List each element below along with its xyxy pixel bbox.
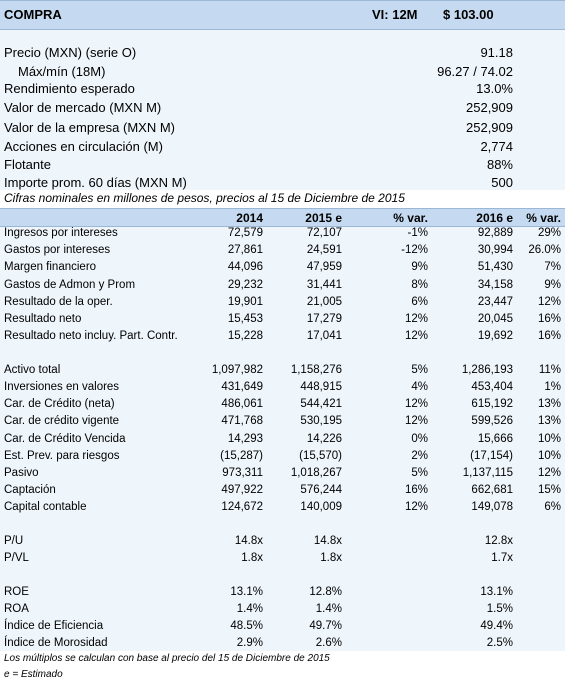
value-2016e: 51,430 xyxy=(477,261,513,273)
summary-label: Valor de la empresa (MXN M) xyxy=(4,120,175,135)
var-2015: 12% xyxy=(404,415,428,427)
value-2014: 1.8x xyxy=(241,552,263,564)
row-label: Margen financiero xyxy=(4,261,97,273)
var-2016: 29% xyxy=(537,227,561,239)
summary-row xyxy=(0,81,565,100)
summary-value: 88% xyxy=(486,157,513,172)
value-2016e: 23,447 xyxy=(477,296,513,308)
row-label: Gastos por intereses xyxy=(4,244,111,256)
value-2015e: 14.8x xyxy=(313,535,342,547)
value-2014: 497,922 xyxy=(221,484,263,496)
table-row xyxy=(0,279,565,296)
row-label: Pasivo xyxy=(4,467,39,479)
value-2016e: 13.1% xyxy=(480,586,513,598)
var-2016: 13% xyxy=(537,398,561,410)
value-2016e: 1,137,115 xyxy=(462,467,513,479)
value-2015e: (15,570) xyxy=(299,450,342,462)
table-row xyxy=(0,296,565,313)
value-2016e: 49.4% xyxy=(480,620,513,632)
summary-row xyxy=(0,157,565,176)
value-2016e: 1.5% xyxy=(486,603,513,615)
row-label: Índice de Eficiencia xyxy=(4,620,104,632)
value-2015e: 1,018,267 xyxy=(290,467,342,479)
summary-row xyxy=(0,100,565,119)
var-2015: 12% xyxy=(404,501,428,513)
financials-table xyxy=(0,227,565,651)
value-2014: 72,579 xyxy=(227,227,263,239)
footnote-estimate: e = Estimado xyxy=(4,669,63,680)
value-2014: 29,232 xyxy=(227,279,263,291)
row-label: P/VL xyxy=(4,552,29,564)
col-header-2014: 2014 xyxy=(236,211,263,225)
value-2014: 15,228 xyxy=(227,330,263,342)
var-2016: 12% xyxy=(537,467,561,479)
var-2015: 12% xyxy=(404,330,428,342)
value-2014: 973,311 xyxy=(222,467,263,479)
summary-row xyxy=(0,120,565,139)
table-row xyxy=(0,450,565,467)
summary-value: 91.18 xyxy=(480,45,513,60)
table-header xyxy=(0,208,565,227)
value-2015e: 530,195 xyxy=(300,415,342,427)
var-2015: 5% xyxy=(411,364,428,376)
row-label: Car. de Crédito (neta) xyxy=(4,398,115,410)
var-2016: 1% xyxy=(544,381,561,393)
value-2014: 14.8x xyxy=(234,535,263,547)
summary-value: 500 xyxy=(491,175,513,190)
var-2016: 13% xyxy=(537,415,561,427)
row-label: Capital contable xyxy=(4,501,87,513)
var-2015: 12% xyxy=(404,398,428,410)
row-label: Inversiones en valores xyxy=(4,381,120,393)
target-price: $ 103.00 xyxy=(443,7,494,22)
table-row xyxy=(0,227,565,244)
value-2014: 15,453 xyxy=(227,313,263,325)
summary-label: Importe prom. 60 días (MXN M) xyxy=(4,175,187,190)
var-2016: 16% xyxy=(537,313,561,325)
value-2015e: 47,959 xyxy=(306,261,342,273)
table-row xyxy=(0,244,565,261)
summary-row xyxy=(0,45,565,64)
var-2016: 11% xyxy=(538,364,561,376)
table-row xyxy=(0,433,565,450)
var-2015: 12% xyxy=(404,313,428,325)
summary-label: Rendimiento esperado xyxy=(4,81,135,96)
value-2015e: 1,158,276 xyxy=(290,364,342,376)
table-row xyxy=(0,415,565,432)
value-2015e: 140,009 xyxy=(300,501,342,513)
table-row xyxy=(0,364,565,381)
value-2015e: 17,279 xyxy=(306,313,342,325)
value-2014: 486,061 xyxy=(221,398,263,410)
table-row xyxy=(0,535,565,552)
value-2015e: 448,915 xyxy=(300,381,342,393)
value-2016e: 34,158 xyxy=(477,279,513,291)
summary-panel xyxy=(0,30,565,190)
value-2014: 48.5% xyxy=(230,620,263,632)
table-row xyxy=(0,467,565,484)
summary-label: Máx/mín (18M) xyxy=(18,64,106,79)
value-2016e: 15,666 xyxy=(477,433,513,445)
row-label: Resultado neto incluy. Part. Contr. xyxy=(4,330,178,342)
var-2016: 15% xyxy=(537,484,561,496)
table-row xyxy=(0,637,565,654)
value-2014: 431,649 xyxy=(221,381,263,393)
var-2015: -1% xyxy=(407,227,428,239)
value-2016e: 615,192 xyxy=(471,398,513,410)
var-2015: 9% xyxy=(411,261,428,273)
value-2014: 471,768 xyxy=(221,415,263,427)
var-2015: 0% xyxy=(411,433,428,445)
summary-value: 252,909 xyxy=(466,120,513,135)
var-2015: 4% xyxy=(411,381,428,393)
var-2015: -12% xyxy=(401,244,428,256)
var-2015: 6% xyxy=(411,296,428,308)
value-2016e: 12.8x xyxy=(484,535,513,547)
table-row xyxy=(0,586,565,603)
header-band xyxy=(0,0,565,30)
value-2015e: 72,107 xyxy=(306,227,342,239)
value-2015e: 31,441 xyxy=(306,279,342,291)
table-row xyxy=(0,484,565,501)
value-2014: 2.9% xyxy=(236,637,263,649)
value-2014: 13.1% xyxy=(230,586,263,598)
var-2016: 10% xyxy=(537,450,561,462)
row-label: P/U xyxy=(4,535,24,547)
table-row xyxy=(0,261,565,278)
summary-value: 13.0% xyxy=(476,81,513,96)
summary-label: Acciones en circulación (M) xyxy=(4,139,163,154)
row-label: Car. de Crédito Vencida xyxy=(4,433,126,445)
row-label: Resultado de la oper. xyxy=(4,296,113,308)
row-label: ROE xyxy=(4,586,29,598)
row-label: Índice de Morosidad xyxy=(4,637,108,649)
value-2014: 124,672 xyxy=(221,501,263,513)
row-label: Gastos de Admon y Prom xyxy=(4,279,136,291)
value-2015e: 24,591 xyxy=(306,244,342,256)
summary-label: Valor de mercado (MXN M) xyxy=(4,100,162,115)
summary-label: Precio (MXN) (serie O) xyxy=(4,45,137,60)
var-2015: 8% xyxy=(411,279,428,291)
value-2016e: 20,045 xyxy=(477,313,513,325)
table-row xyxy=(0,501,565,518)
var-2016: 10% xyxy=(537,433,561,445)
value-2016e: 599,526 xyxy=(471,415,513,427)
value-2015e: 1.8x xyxy=(320,552,342,564)
value-2014: 27,861 xyxy=(227,244,263,256)
var-2016: 7% xyxy=(544,261,561,273)
var-2016: 9% xyxy=(544,279,561,291)
table-row xyxy=(0,398,565,415)
value-2014: 44,096 xyxy=(227,261,263,273)
footnote-multiples: Los múltiplos se calculan con base al precio del 15 de Diciembre de 2015 xyxy=(4,653,330,664)
value-2015e: 17,041 xyxy=(306,330,342,342)
value-2016e: 19,692 xyxy=(477,330,513,342)
var-2016: 26.0% xyxy=(528,244,561,256)
row-label: Resultado neto xyxy=(4,313,82,325)
summary-value: 2,774 xyxy=(480,139,513,154)
value-2015e: 576,244 xyxy=(300,484,342,496)
value-2016e: 1,286,193 xyxy=(461,364,513,376)
row-label: Ingresos por intereses xyxy=(4,227,118,239)
row-label: ROA xyxy=(4,603,29,615)
value-2015e: 2.6% xyxy=(315,637,342,649)
value-2014: (15,287) xyxy=(220,450,263,462)
table-row xyxy=(0,620,565,637)
col-header-2016e: 2016 e xyxy=(476,211,513,225)
value-2014: 1.4% xyxy=(236,603,263,615)
value-2015e: 12.8% xyxy=(309,586,342,598)
value-2016e: 453,404 xyxy=(471,381,513,393)
value-2016e: 2.5% xyxy=(486,637,513,649)
value-2015e: 1.4% xyxy=(315,603,342,615)
table-row xyxy=(0,381,565,398)
summary-value: 96.27 / 74.02 xyxy=(437,64,513,79)
rating-label: COMPRA xyxy=(4,7,62,22)
value-2016e: 149,078 xyxy=(471,501,513,513)
summary-row xyxy=(0,139,565,158)
var-2016: 12% xyxy=(537,296,561,308)
value-2016e: 662,681 xyxy=(471,484,513,496)
valuation-horizon: VI: 12M xyxy=(372,7,418,22)
row-label: Car. de crédito vigente xyxy=(4,415,120,427)
value-2014: 19,901 xyxy=(227,296,263,308)
value-2014: 1,097,982 xyxy=(211,364,263,376)
row-label: Activo total xyxy=(4,364,61,376)
table-row xyxy=(0,603,565,620)
col-header-var-2015: % var. xyxy=(393,211,428,225)
summary-value: 252,909 xyxy=(466,100,513,115)
value-2016e: 92,889 xyxy=(477,227,513,239)
value-2015e: 14,226 xyxy=(306,433,342,445)
value-2015e: 21,005 xyxy=(306,296,342,308)
row-label: Captación xyxy=(4,484,56,496)
var-2016: 16% xyxy=(537,330,561,342)
table-row xyxy=(0,313,565,330)
value-2016e: 30,994 xyxy=(477,244,513,256)
figures-note: Cifras nominales en millones de pesos, precios al 15 de Diciembre de 2015 xyxy=(4,191,405,205)
var-2015: 16% xyxy=(404,484,428,496)
table-row xyxy=(0,552,565,569)
value-2016e: 1.7x xyxy=(491,552,513,564)
var-2015: 2% xyxy=(411,450,428,462)
col-header-var-2016: % var. xyxy=(526,211,561,225)
var-2016: 6% xyxy=(544,501,561,513)
col-header-2015e: 2015 e xyxy=(305,211,342,225)
table-row xyxy=(0,330,565,347)
row-label: Est. Prev. para riesgos xyxy=(4,450,120,462)
summary-label: Flotante xyxy=(4,157,51,172)
var-2015: 5% xyxy=(411,467,428,479)
value-2015e: 544,421 xyxy=(300,398,342,410)
value-2014: 14,293 xyxy=(227,433,263,445)
value-2015e: 49.7% xyxy=(309,620,342,632)
value-2016e: (17,154) xyxy=(470,450,513,462)
